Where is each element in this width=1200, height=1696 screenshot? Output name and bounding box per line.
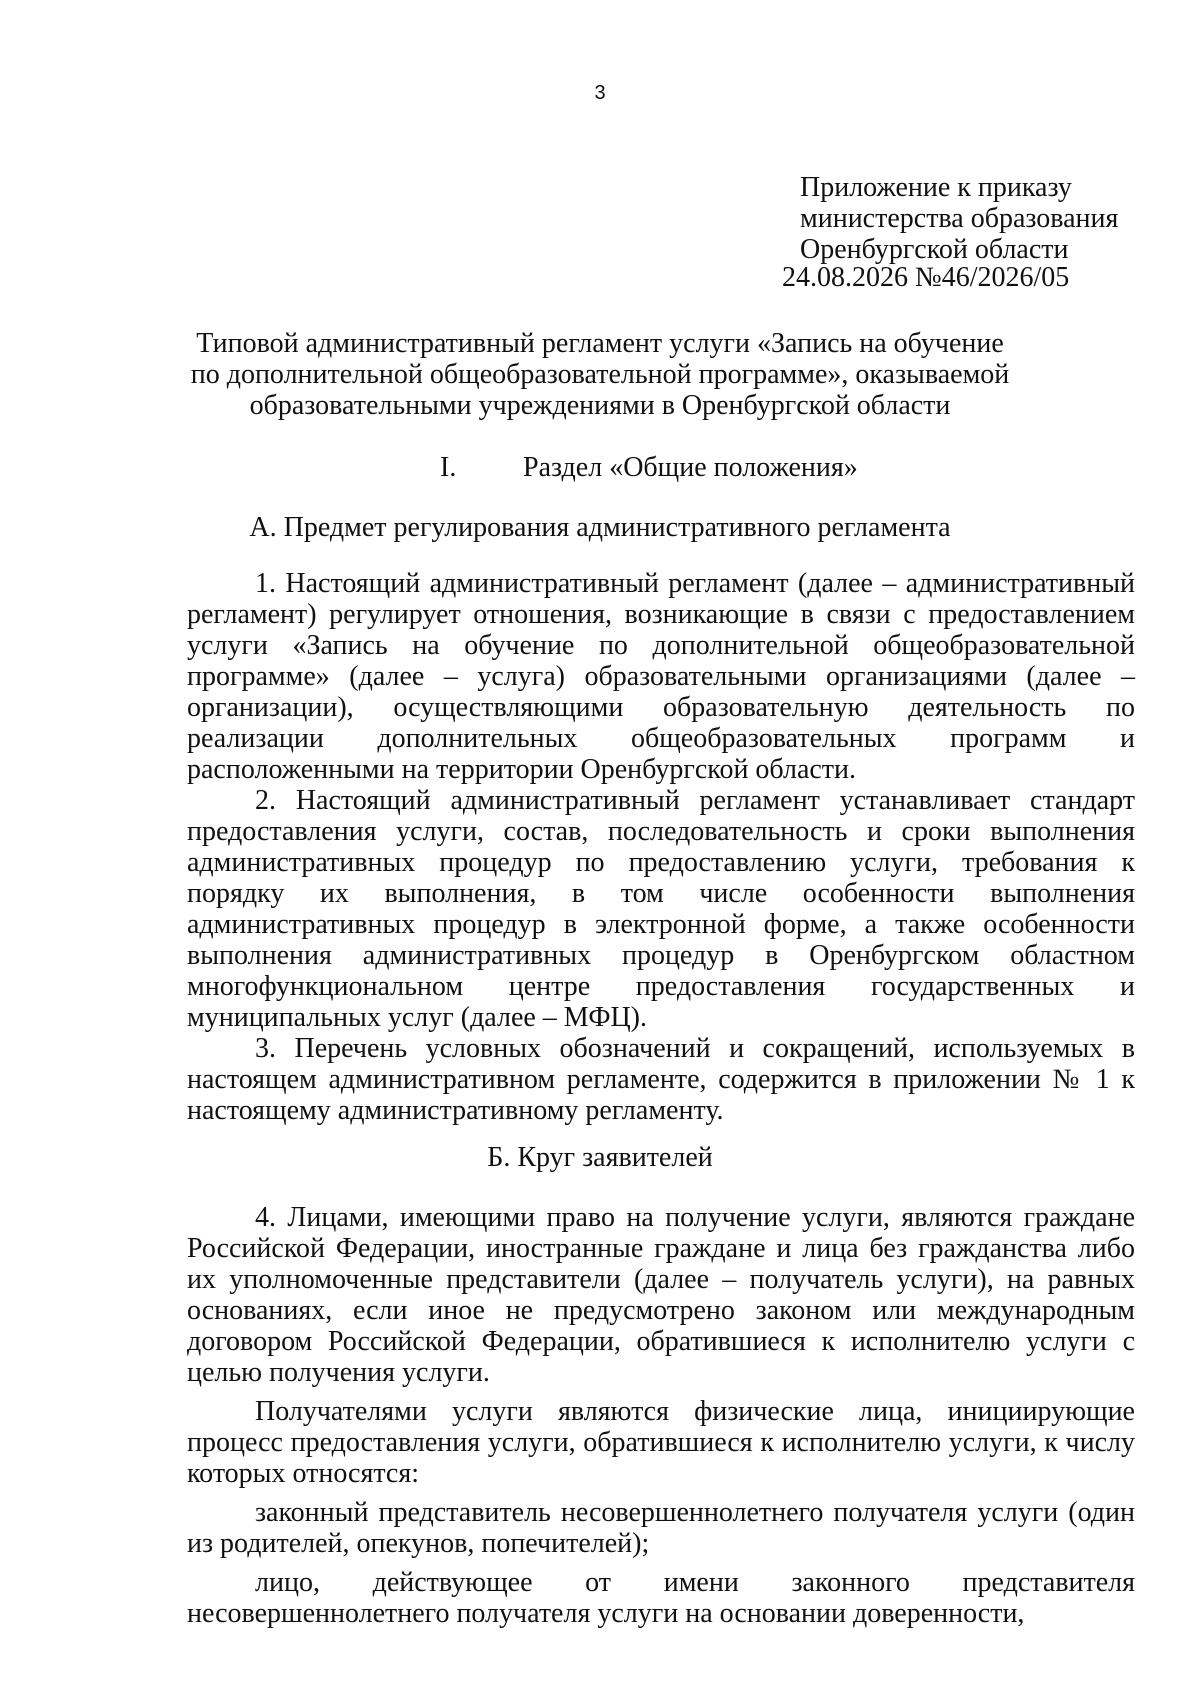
title-line-1: Типовой административный регламент услуги «Запись на обучение [196, 328, 1004, 359]
document-title [150, 328, 1050, 421]
paragraph-4: 4. Лицами, имеющими право на получение услуги, являются граждане Российской Федерации, иностранные граждане и лица без гражданства либо их уполномоченные представители (далее – получатель услуги), на равных основаниях, если иное не предусмотрено законом или международным договором Российской Федерации, обратившиеся к исполнителю услуги с целью получения услуги. [187, 1202, 1135, 1388]
paragraph-6: законный представитель несовершеннолетнего получателя услуги (один из родителей, опекунов, попечителей); [187, 1497, 1135, 1559]
paragraph-5: Получателями услуги являются физические лица, инициирующие процесс предоставления услуги, обратившиеся к исполнителю услуги, к числу которых относятся: [187, 1396, 1135, 1489]
approval-block [800, 172, 1160, 265]
page-number: 3 [594, 82, 606, 104]
subsection-a-heading: А. Предмет регулирования административного регламента [249, 512, 951, 543]
approval-line-1: Приложение к приказу [800, 172, 1072, 203]
handwritten-date-number: 24.08.2026 №46/2026/05 [782, 262, 1070, 293]
approval-line-3: Оренбургской области [800, 234, 1069, 265]
subsection-a-body [187, 568, 1135, 1126]
subsection-b-body [187, 1202, 1135, 1629]
section-number: I. [440, 452, 457, 483]
section-heading [440, 452, 858, 484]
title-line-3: образовательными учреждениями в Оренбургской области [249, 390, 951, 421]
paragraph-1: 1. Настоящий административный регламент (далее – административный регламент) регулирует отношения, возникающие в связи с предоставлением услуги «Запись на обучение по дополнительной общеобразовательной программе» (далее – услуга) образовательными организациями (далее – организации), осуществляющими образовательную деятельность по реализации дополнительных общеобразовательных программ и расположенными на территории Оренбургской области. [187, 568, 1135, 785]
paragraph-2: 2. Настоящий административный регламент устанавливает стандарт предоставления услуги, состав, последовательность и сроки выполнения административных процедур по предоставлению услуги, требования к порядку их выполнения, в том числе особенности выполнения административных процедур в электронной форме, а также особенности выполнения административных процедур в Оренбургском областном многофункциональном центре предоставления государственных и муниципальных услуг (далее – МФЦ). [187, 785, 1135, 1033]
subsection-b-heading: Б. Круг заявителей [487, 1142, 713, 1173]
paragraph-3: 3. Перечень условных обозначений и сокращений, используемых в настоящем административном регламенте, содержится в приложении № 1 к настоящему административному регламенту. [187, 1033, 1135, 1126]
paragraph-7: лицо, действующее от имени законного представителя несовершеннолетнего получателя услуги на основании доверенности, [187, 1567, 1135, 1629]
approval-line-2: министерства образования [800, 203, 1119, 234]
title-line-2: по дополнительной общеобразовательной программе», оказываемой [190, 359, 1010, 390]
section-title: Раздел «Общие положения» [523, 452, 858, 483]
